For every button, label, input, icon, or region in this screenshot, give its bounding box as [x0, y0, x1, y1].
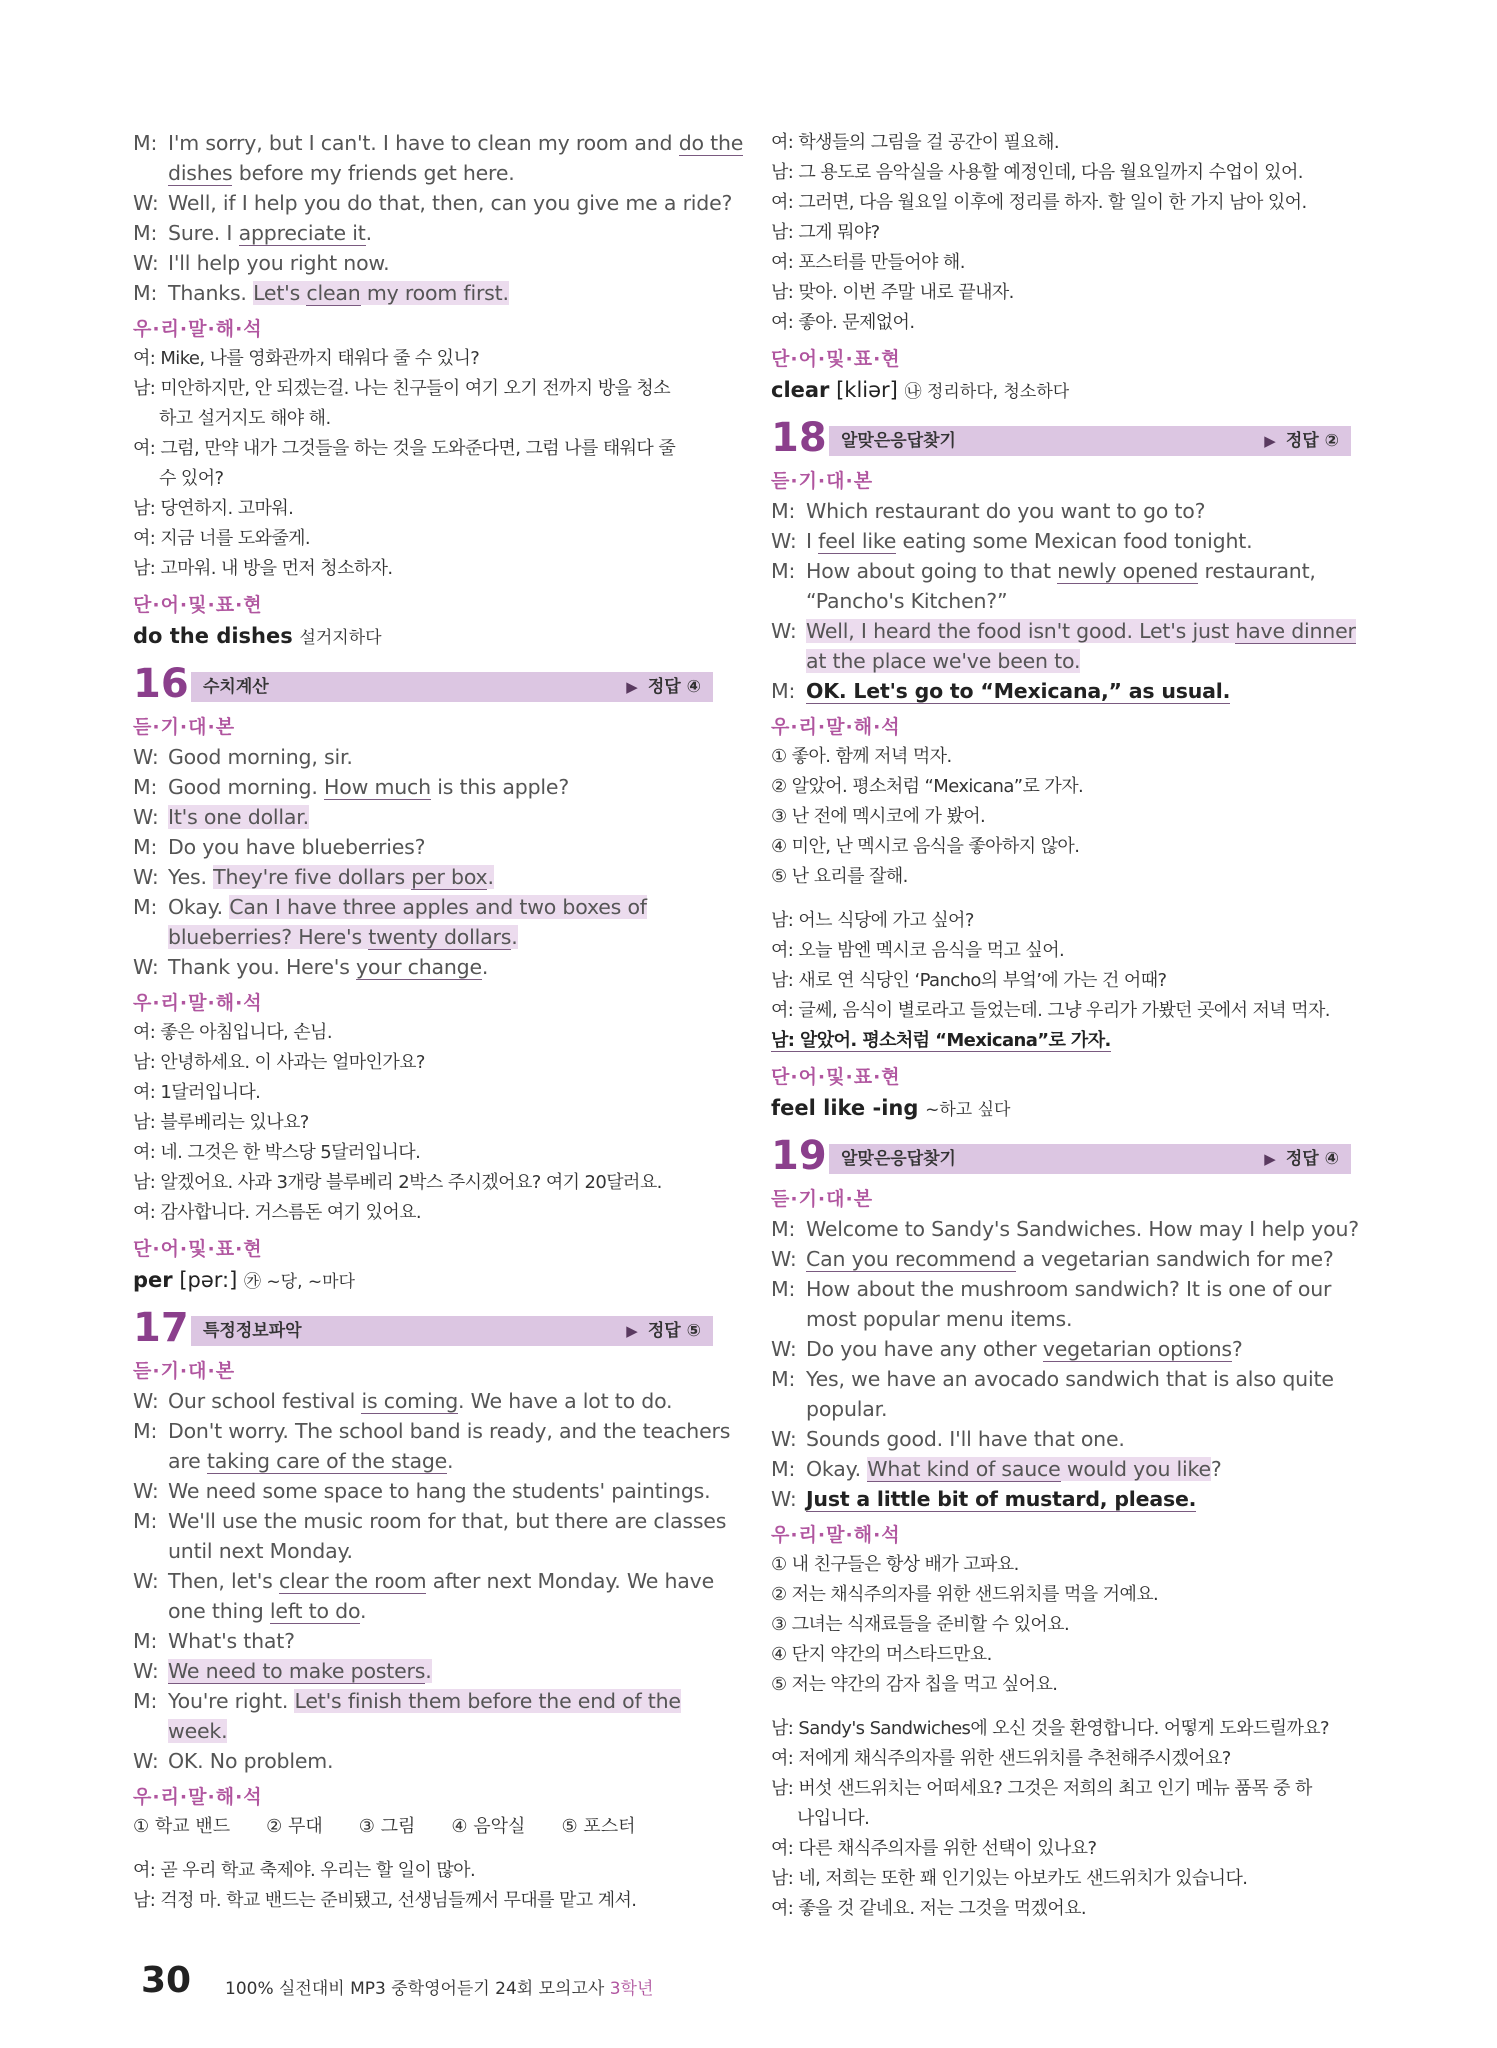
- option-line: ④ 단지 약간의 머스타드만요.: [771, 1644, 992, 1665]
- options-19: [771, 1550, 1351, 1700]
- question-bar: [191, 672, 713, 702]
- option-line: ⑤ 저는 약간의 감자 칩을 먹고 싶어요.: [771, 1674, 1058, 1695]
- question-header-18: [771, 415, 1351, 461]
- dialogue-line: are taking care of the stage.: [168, 1449, 454, 1473]
- right-column: [771, 128, 1359, 1924]
- dialogue-line: W: Well, I heard the food isn't good. Let's just have dinner: [771, 619, 1356, 643]
- translation-line: 나입니다.: [797, 1808, 870, 1829]
- triangle-icon: ▶: [626, 1322, 638, 1340]
- options-18: [771, 742, 1351, 892]
- translation-line: 남: 버섯 샌드위치는 어떠세요? 그것은 저희의 최고 인기 메뉴 품목 중 하: [771, 1778, 1312, 1799]
- dialogue-line: blueberries? Here's twenty dollars.: [168, 925, 518, 949]
- dialogue-line: M: Good morning. How much is this apple?: [133, 775, 569, 799]
- translation-line: 여: 저에게 채식주의자를 위한 샌드위치를 추천해주시겠어요?: [771, 1748, 1231, 1769]
- vocab-label: 단·어·및·표·현: [133, 1238, 263, 1260]
- question-category: 알맞은응답찾기: [841, 1149, 956, 1169]
- translation-line: 남: 당연하지. 고마워.: [133, 498, 294, 519]
- page-footer: [133, 1960, 1033, 2010]
- translation-17-right: [771, 128, 1351, 338]
- translation-15: [133, 344, 713, 584]
- dialogue-line: M: Okay. Can I have three apples and two boxes of: [133, 895, 647, 919]
- question-header-16: [133, 661, 713, 707]
- choice: ② 무대: [266, 1816, 323, 1837]
- translation-line: 여: 지금 너를 도와줄게.: [133, 528, 311, 549]
- dialogue-line: M: Welcome to Sandy's Sandwiches. How may I help you?: [771, 1217, 1359, 1241]
- question-number: 17: [133, 1305, 189, 1351]
- dialogue-15-end: [133, 128, 744, 308]
- question-category: 수치계산: [203, 677, 269, 697]
- translation-line: 남: 블루베리는 있나요?: [133, 1112, 309, 1133]
- dialogue-line: until next Monday.: [168, 1539, 353, 1563]
- dialogue-line: W: Just a little bit of mustard, please.: [771, 1487, 1197, 1511]
- translation-line: 남: Sandy's Sandwiches에 오신 것을 환영합니다. 어떻게 도와드릴까요?: [771, 1718, 1329, 1739]
- vocab-label: 단·어·및·표·현: [133, 594, 263, 616]
- translation-line: 남: 걱정 마. 학교 밴드는 준비됐고, 선생님들께서 무대를 맡고 계셔.: [133, 1890, 637, 1911]
- dialogue-line: W: I feel like eating some Mexican food tonight.: [771, 529, 1253, 553]
- translation-line: 여: 글쎄, 음식이 별로라고 들었는데. 그냥 우리가 가봤던 곳에서 저녁 먹자.: [771, 1000, 1330, 1021]
- question-bar: [829, 426, 1351, 456]
- translation-18: [771, 906, 1351, 1056]
- translation-line: 여: 좋을 것 같네요. 저는 그것을 먹겠어요.: [771, 1898, 1087, 1919]
- question-category: 특정정보파악: [203, 1321, 302, 1341]
- dialogue-line: at the place we've been to.: [806, 649, 1081, 673]
- translation-label: 우·리·말·해·석: [771, 716, 901, 738]
- dialogue-line: M: I'm sorry, but I can't. I have to clean my room and do the: [133, 131, 744, 155]
- dialogue-line: M: How about the mushroom sandwich? It is one of our: [771, 1277, 1332, 1301]
- triangle-icon: ▶: [1264, 432, 1276, 450]
- dialogue-line: W: Well, if I help you do that, then, can you give me a ride?: [133, 191, 733, 215]
- option-line: ① 내 친구들은 항상 배가 고파요.: [771, 1554, 1019, 1575]
- dialogue-line: M: Do you have blueberries?: [133, 835, 426, 859]
- answer-label: ▶ 정답 ④: [626, 677, 701, 697]
- translation-label: 우·리·말·해·석: [771, 1524, 901, 1546]
- dialogue-16: [133, 742, 713, 982]
- vocab-entry: per [pər:] ㉮ ~당, ~마다: [133, 1268, 355, 1292]
- book-title: 100% 실전대비 MP3 중학영어듣기 24회 모의고사 3학년: [225, 1979, 654, 1999]
- translation-line: 여: 1달러입니다.: [133, 1082, 261, 1103]
- page-number: 30: [141, 1960, 192, 2001]
- choice: ⑤ 포스터: [561, 1816, 636, 1837]
- dialogue-line: M: Don't worry. The school band is ready, and the teachers: [133, 1419, 731, 1443]
- dialogue-line: M: Thanks. Let's clean my room first.: [133, 281, 509, 305]
- translation-line: 하고 설거지도 해야 해.: [159, 408, 331, 429]
- translation-line: 수 있어?: [159, 468, 224, 489]
- translation-line: 여: 곧 우리 학교 축제야. 우리는 할 일이 많아.: [133, 1860, 476, 1881]
- script-label: 듣·기·대·본: [771, 470, 874, 492]
- translation-label: 우·리·말·해·석: [133, 1786, 263, 1808]
- translation-line: 여: 오늘 밤엔 멕시코 음식을 먹고 싶어.: [771, 940, 1065, 961]
- dialogue-line: week.: [168, 1719, 228, 1743]
- script-label: 듣·기·대·본: [771, 1188, 874, 1210]
- dialogue-19: [771, 1214, 1359, 1514]
- translation-line: 여: 그러면, 다음 월요일 이후에 정리를 하자. 할 일이 한 가지 남아 있어.: [771, 192, 1307, 213]
- dialogue-line: W: Good morning, sir.: [133, 745, 353, 769]
- translation-line: 여: Mike, 나를 영화관까지 태워다 줄 수 있니?: [133, 348, 480, 369]
- dialogue-line: W: Can you recommend a vegetarian sandwich for me?: [771, 1247, 1334, 1271]
- triangle-icon: ▶: [626, 678, 638, 696]
- dialogue-line: M: We'll use the music room for that, but there are classes: [133, 1509, 727, 1533]
- dialogue-line: W: OK. No problem.: [133, 1749, 334, 1773]
- dialogue-line: W: Thank you. Here's your change.: [133, 955, 489, 979]
- vocab-entry: feel like -ing ~하고 싶다: [771, 1096, 1011, 1120]
- translation-line: 남: 그게 뭐야?: [771, 222, 880, 243]
- dialogue-line: W: We need to make posters.: [133, 1659, 432, 1683]
- question-category: 알맞은응답찾기: [841, 431, 956, 451]
- dialogue-line: W: We need some space to hang the students' paintings.: [133, 1479, 711, 1503]
- answer-label: ▶ 정답 ②: [1264, 431, 1339, 451]
- answer-choices: [133, 1812, 713, 1842]
- translation-line: 남: 네, 저희는 또한 꽤 인기있는 아보카도 샌드위치가 있습니다.: [771, 1868, 1248, 1889]
- option-line: ④ 미안, 난 멕시코 음식을 좋아하지 않아.: [771, 836, 1080, 857]
- vocab-label: 단·어·및·표·현: [771, 1066, 901, 1088]
- translation-line: 남: 맞아. 이번 주말 내로 끝내자.: [771, 282, 1014, 303]
- dialogue-line: “Pancho's Kitchen?”: [806, 589, 1008, 613]
- dialogue-line: popular.: [806, 1397, 888, 1421]
- option-line: ③ 그녀는 식재료들을 준비할 수 있어요.: [771, 1614, 1070, 1635]
- choice: ③ 그림: [358, 1816, 416, 1837]
- dialogue-line: W: It's one dollar.: [133, 805, 309, 829]
- dialogue-line: M: OK. Let's go to “Mexicana,” as usual.: [771, 679, 1231, 703]
- dialogue-line: one thing left to do.: [168, 1599, 367, 1623]
- dialogue-line: M: Sure. I appreciate it.: [133, 221, 372, 245]
- choice: ④ 음악실: [451, 1816, 526, 1837]
- dialogue-line: M: How about going to that newly opened restaurant,: [771, 559, 1316, 583]
- script-label: 듣·기·대·본: [133, 716, 236, 738]
- translation-line: 여: 그럼, 만약 내가 그것들을 하는 것을 도와준다면, 그럼 나를 태워다 줄: [133, 438, 676, 459]
- dialogue-line: M: You're right. Let's finish them before the end of the: [133, 1689, 681, 1713]
- dialogue-line: W: Do you have any other vegetarian options?: [771, 1337, 1243, 1361]
- question-number: 19: [771, 1133, 827, 1179]
- dialogue-line: W: Yes. They're five dollars per box.: [133, 865, 494, 889]
- translation-17-left: [133, 1856, 713, 1916]
- question-header-17: [133, 1305, 713, 1351]
- translation-line: 남: 그 용도로 음악실을 사용할 예정인데, 다음 월요일까지 수업이 있어.: [771, 162, 1303, 183]
- translation-line: 남: 어느 식당에 가고 싶어?: [771, 910, 974, 931]
- translation-line: 여: 학생들의 그림을 걸 공간이 필요해.: [771, 132, 1060, 153]
- triangle-icon: ▶: [1264, 1150, 1276, 1168]
- option-line: ① 좋아. 함께 저녁 먹자.: [771, 746, 952, 767]
- translation-line: 여: 네. 그것은 한 박스당 5달러입니다.: [133, 1142, 421, 1163]
- question-header-19: [771, 1133, 1351, 1179]
- left-column: [133, 128, 744, 1916]
- option-line: ② 알았어. 평소처럼 “Mexicana”로 가자.: [771, 776, 1084, 797]
- translation-label: 우·리·말·해·석: [133, 992, 263, 1014]
- answer-label: ▶ 정답 ⑤: [626, 1321, 701, 1341]
- choice: ① 학교 밴드: [133, 1816, 231, 1837]
- script-label: 듣·기·대·본: [133, 1360, 236, 1382]
- dialogue-18: [771, 496, 1356, 706]
- vocab-entry: clear [kliər] ㉯ 정리하다, 청소하다: [771, 378, 1070, 402]
- translation-line: 남: 미안하지만, 안 되겠는걸. 나는 친구들이 여기 오기 전까지 방을 청소: [133, 378, 670, 399]
- question-number: 16: [133, 661, 189, 707]
- vocab-label: 단·어·및·표·현: [771, 348, 901, 370]
- translation-line: 남: 안녕하세요. 이 사과는 얼마인가요?: [133, 1052, 425, 1073]
- dialogue-line: W: Our school festival is coming. We have a lot to do.: [133, 1389, 673, 1413]
- answer-label: ▶ 정답 ④: [1264, 1149, 1339, 1169]
- dialogue-17: [133, 1386, 731, 1776]
- translation-line: 남: 알았어. 평소처럼 “Mexicana”로 가자.: [771, 1030, 1111, 1051]
- question-bar: [829, 1144, 1351, 1174]
- dialogue-line: M: Yes, we have an avocado sandwich that is also quite: [771, 1367, 1334, 1391]
- translation-line: 남: 고마워. 내 방을 먼저 청소하자.: [133, 558, 393, 579]
- dialogue-line: dishes before my friends get here.: [168, 161, 515, 185]
- translation-label: 우·리·말·해·석: [133, 318, 263, 340]
- option-line: ② 저는 채식주의자를 위한 샌드위치를 먹을 거예요.: [771, 1584, 1159, 1605]
- translation-line: 남: 새로 연 식당인 ‘Pancho의 부엌’에 가는 건 어때?: [771, 970, 1167, 991]
- dialogue-line: M: Which restaurant do you want to go to?: [771, 499, 1206, 523]
- dialogue-line: M: Okay. What kind of sauce would you like?: [771, 1457, 1222, 1481]
- option-line: ⑤ 난 요리를 잘해.: [771, 866, 908, 887]
- question-bar: [191, 1316, 713, 1346]
- dialogue-line: W: Then, let's clear the room after next Monday. We have: [133, 1569, 715, 1593]
- dialogue-line: most popular menu items.: [806, 1307, 1073, 1331]
- dialogue-line: W: I'll help you right now.: [133, 251, 390, 275]
- translation-line: 남: 알겠어요. 사과 3개랑 블루베리 2박스 주시겠어요? 여기 20달러요.: [133, 1172, 662, 1193]
- dialogue-line: W: Sounds good. I'll have that one.: [771, 1427, 1125, 1451]
- translation-line: 여: 다른 채식주의자를 위한 선택이 있나요?: [771, 1838, 1097, 1859]
- vocab-entry: do the dishes 설거지하다: [133, 624, 382, 648]
- translation-16: [133, 1018, 713, 1228]
- question-number: 18: [771, 415, 827, 461]
- dialogue-line: M: What's that?: [133, 1629, 295, 1653]
- translation-line: 여: 포스터를 만들어야 해.: [771, 252, 965, 273]
- option-line: ③ 난 전에 멕시코에 가 봤어.: [771, 806, 986, 827]
- translation-line: 여: 좋은 아침입니다, 손님.: [133, 1022, 332, 1043]
- translation-19: [771, 1714, 1351, 1924]
- translation-line: 여: 좋아. 문제없어.: [771, 312, 915, 333]
- translation-line: 여: 감사합니다. 거스름돈 여기 있어요.: [133, 1202, 422, 1223]
- grade-label: 3학년: [609, 1979, 654, 1999]
